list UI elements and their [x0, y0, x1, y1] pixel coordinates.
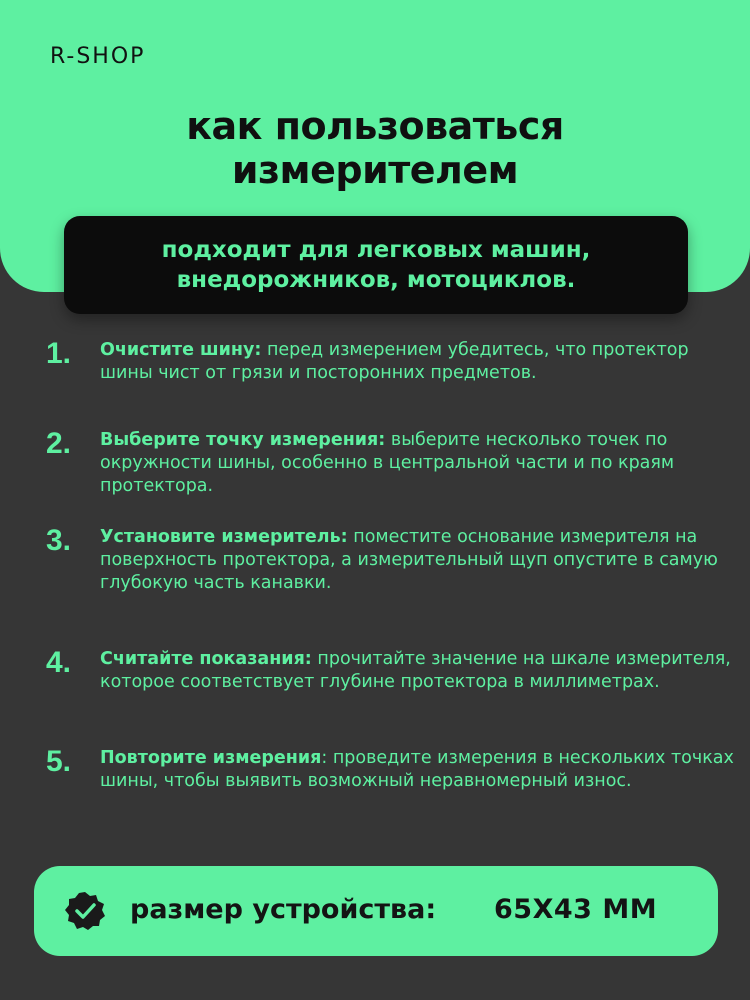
compatibility-line-1: подходит для легковых машин,	[161, 237, 591, 263]
compatibility-line-2: внедорожников, мотоциклов.	[176, 267, 576, 293]
step-body: поместите основание измерителя на поверхность протектора, а измерительный щуп опустите в самую глубокую часть канавки.	[100, 527, 718, 593]
step-title: Выберите точку измерения:	[100, 430, 386, 450]
step-body: перед измерением убедитесь, что протектор шины чист от грязи и посторонних предметов.	[100, 340, 689, 383]
step-title: Повторите измерения	[100, 748, 322, 768]
compatibility-banner	[64, 216, 688, 314]
step-body: : проведите измерения в нескольких точках шины, чтобы выявить возможный неравномерный износ.	[100, 748, 734, 791]
step-title: Очистите шину:	[100, 340, 262, 360]
step-number: 4.	[46, 646, 72, 679]
device-size-bar	[34, 866, 718, 956]
step-body: выберите несколько точек по окружности шины, особенно в центральной части и по краям протектора.	[100, 430, 675, 496]
step-description	[100, 429, 740, 498]
page-title-line-2: измерителем	[231, 148, 519, 192]
step-number: 5.	[46, 745, 72, 778]
page-title	[0, 104, 750, 192]
brand-logo: R-SHOP	[50, 44, 146, 69]
step-description	[100, 526, 740, 595]
step-body: прочитайте значение на шкале измерителя, которое соответствует глубине протектора в миллиметрах.	[100, 649, 731, 692]
step-number: 2.	[46, 427, 72, 460]
step-number: 1.	[46, 337, 72, 370]
step-description	[100, 648, 740, 694]
size-value: 65X43 MM	[494, 894, 658, 925]
page-title-line-1: как пользоваться	[186, 104, 564, 148]
check-badge-icon	[64, 890, 106, 932]
step-title: Считайте показания:	[100, 649, 312, 669]
size-label: размер устройства:	[130, 894, 437, 925]
step-number: 3.	[46, 524, 72, 557]
step-title: Установите измеритель:	[100, 527, 348, 547]
step-description	[100, 339, 740, 385]
step-description	[100, 747, 740, 793]
